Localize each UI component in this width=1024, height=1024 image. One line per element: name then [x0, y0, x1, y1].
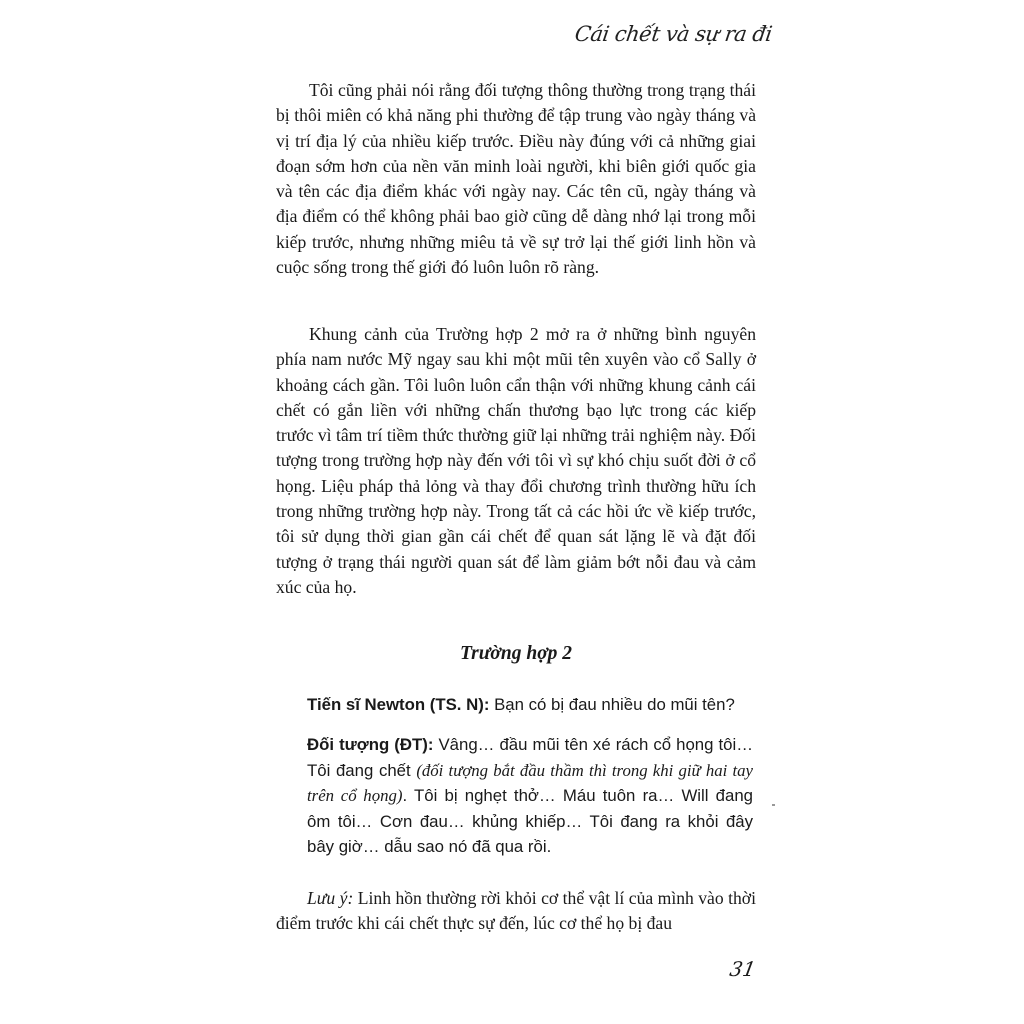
note-label: Lưu ý:: [307, 888, 354, 908]
stage-direction: (đối tượng bắt đầu thầm thì trong khi giữ hai tay trên cổ họng): [307, 760, 753, 805]
section-heading: Trường hợp 2: [459, 643, 573, 664]
dialogue-line-subject: [307, 732, 753, 860]
dialogue-text: Bạn có bị đau nhiều do mũi tên?: [489, 695, 735, 714]
running-header: Cái chết và sự ra đi: [573, 22, 774, 46]
dialogue-text: . Tôi bị nghẹt thở… Máu tuôn ra… Will đang ôm tôi… Cơn đau… khủng khiếp… Tôi đang ra khỏi đây bây giờ… dẫu sao nó đã qua rồi.: [307, 786, 753, 856]
scan-speck: [772, 804, 775, 806]
body-paragraph-2-container: [276, 322, 756, 600]
note-paragraph: [276, 886, 756, 937]
page-number: 31: [727, 957, 758, 981]
dialogue-text: Vâng… đầu mũi tên xé rách cổ họng tôi… Tôi đang chết: [307, 735, 754, 780]
note-text: Linh hồn thường rời khỏi cơ thể vật lí của mình vào thời điểm trước khi cái chết thực sự đến, lúc cơ thể họ bị đau: [276, 888, 756, 934]
dialogue-line-doctor: [307, 692, 753, 718]
body-paragraph: Tôi cũng phải nói rằng đối tượng thông thường trong trạng thái bị thôi miên có khả năng phi thường để tập trung vào ngày tháng và vị trí địa lý của nhiều kiếp trước. Điều này đúng với cả những giai đoạn sớm hơn của nền văn minh loài người, khi biên giới quốc gia và tên các địa điểm khác với ngày nay. Các tên cũ, ngày tháng và địa điểm có thể không phải bao giờ cũng dễ dàng nhớ lại trong mỗi kiếp trước, nhưng những miêu tả về sự trở lại thế giới linh hồn và cuộc sống trong thế giới đó luôn luôn rõ ràng.: [276, 80, 756, 278]
body-paragraph: Khung cảnh của Trường hợp 2 mở ra ở những bình nguyên phía nam nước Mỹ ngay sau khi một mũi tên xuyên vào cổ Sally ở khoảng cách gần. Tôi luôn luôn cẩn thận với những khung cảnh cái chết có gắn liền với những chấn thương bạo lực trong các kiếp trước vì tâm trí tiềm thức thường giữ lại những trải nghiệm này. Đối tượng trong trường hợp này đến với tôi vì sự khó chịu suốt đời ở cổ họng. Liệu pháp thả lỏng và thay đổi chương trình thường hữu ích trong những trường hợp này. Trong tất cả các hồi ức về kiếp trước, tôi sử dụng thời gian gần cái chết để quan sát lặng lẽ và đặt đối tượng ở trạng thái người quan sát để làm giảm bớt nỗi đau và cảm xúc của họ.: [276, 324, 756, 597]
speaker-label: Đối tượng (ĐT):: [307, 735, 434, 754]
speaker-label: Tiến sĩ Newton (TS. N):: [307, 695, 490, 714]
body-paragraph-1-container: [276, 78, 756, 280]
